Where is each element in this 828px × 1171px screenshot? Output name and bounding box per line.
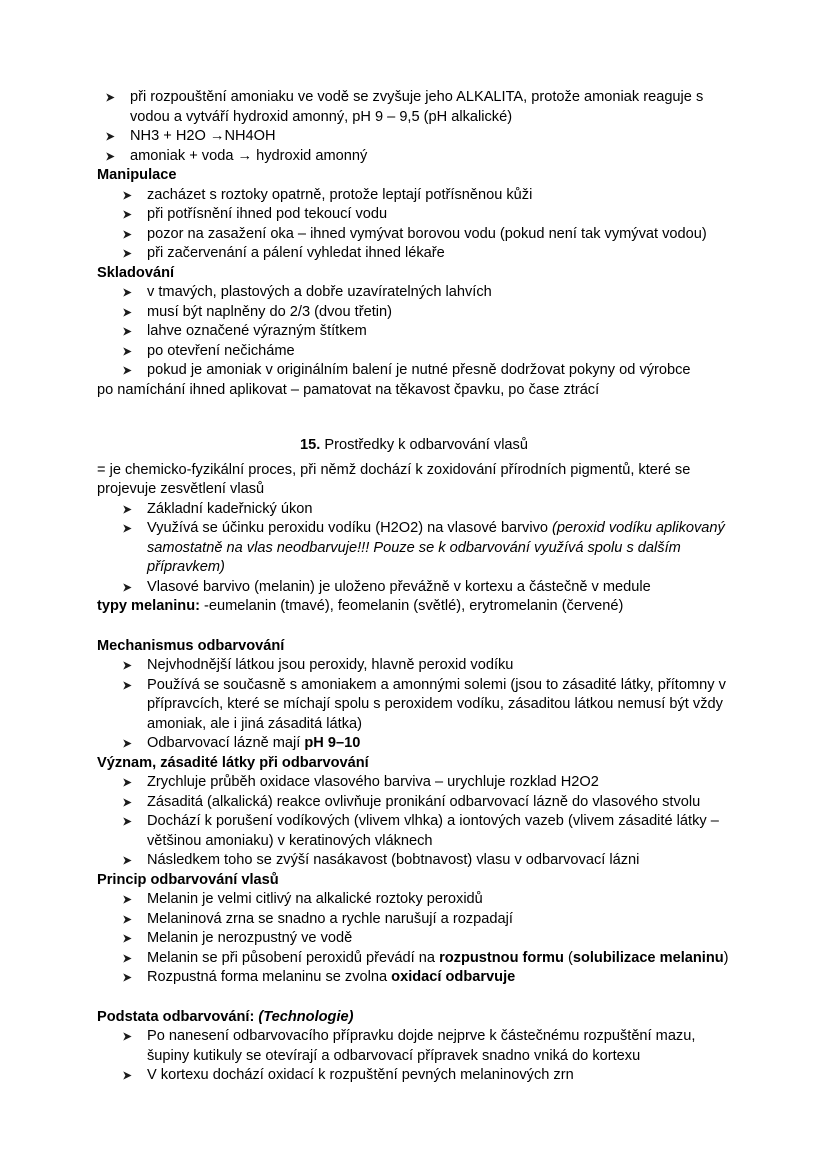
text-run: pokud je amoniak v originálním balení je nutné přesně dodržovat pokyny od výrobce: [147, 362, 691, 378]
bullet-item: [97, 734, 731, 754]
text-run: Nejvhodnější látkou jsou peroxidy, hlavně peroxid vodíku: [147, 657, 514, 673]
bullet-text: [147, 794, 700, 810]
bullet-text: [147, 579, 651, 595]
bullet-arrow-icon: [122, 523, 133, 534]
paragraph: [97, 597, 731, 617]
bullet-item: [97, 910, 731, 930]
text-run: Odbarvovací lázně mají: [147, 735, 305, 751]
text-run: Význam, zásadité látky při odbarvování: [97, 754, 369, 771]
section-heading: [97, 264, 731, 284]
text-run: 15.: [300, 437, 321, 453]
bullet-item: [97, 519, 731, 578]
bullet-text: [147, 520, 725, 575]
text-run: v tmavých, plastových a dobře uzavíratelných lahvích: [147, 284, 492, 300]
text-run: pH 9–10: [304, 735, 361, 751]
bullet-item: [97, 127, 731, 147]
bullet-text: [147, 930, 352, 946]
text-run: po namíchání ihned aplikovat – pamatovat na těkavost čpavku, po čase ztrácí: [97, 381, 600, 398]
text-run: pozor na zasažení oka – ihned vymývat borovou vodu (pokud není tak vymývat vodou): [147, 225, 707, 242]
bullet-item: [97, 773, 731, 793]
bullet-text: [147, 950, 729, 966]
bullet-arrow-icon: [122, 190, 133, 201]
bullet-text: [130, 128, 276, 144]
bullet-text: [147, 969, 515, 985]
bullet-arrow-icon: [122, 346, 133, 357]
text-run: Princip odbarvování vlasů: [97, 871, 279, 888]
bullet-text: [147, 284, 492, 300]
bullet-item: [97, 88, 731, 127]
bullet-item: [97, 1027, 731, 1066]
text-run: zacházet s roztoky opatrně, protože leptají potřísněnou kůži: [147, 186, 533, 203]
bullet-arrow-icon: [122, 326, 133, 337]
bullet-text: [147, 1067, 574, 1083]
text-run: Vlasové barvivo (melanin) je uloženo převážně v kortexu a částečně v medule: [147, 578, 651, 595]
bullet-item: [97, 244, 731, 264]
text-run: Zrychluje průběh oxidace vlasového barviva – urychluje rozklad H2O2: [147, 774, 599, 790]
bullet-item: [97, 578, 731, 598]
bullet-text: [147, 501, 312, 517]
text-run: Melaninová zrna se snadno a rychle narušují a rozpadají: [147, 910, 513, 927]
text-run: Rozpustná forma melaninu se zvolna: [147, 969, 392, 985]
text-run: při potřísnění ihned pod tekoucí vodu: [147, 206, 388, 222]
section-heading: [97, 871, 731, 891]
bullet-item: [97, 656, 731, 676]
bullet-arrow-icon: [122, 816, 133, 827]
bullet-text: [147, 774, 599, 790]
text-run: Mechanismus odbarvování: [97, 637, 285, 654]
bullet-text: [147, 852, 639, 868]
text-run: ): [723, 949, 729, 966]
bullet-text: [147, 911, 513, 927]
text-run: musí být naplněny do 2/3 (dvou třetin): [147, 303, 392, 320]
bullet-arrow-icon: [122, 738, 133, 749]
text-run: Melanin je nerozpustný ve vodě: [147, 930, 353, 946]
bullet-item: [97, 968, 731, 988]
text-run: lahve označené výrazným štítkem: [147, 323, 367, 339]
bullet-text: [147, 657, 513, 673]
text-run: po otevření nečicháme: [147, 342, 295, 359]
text-run: Podstata odbarvování:: [97, 1008, 259, 1025]
text-run: Po nanesení odbarvovacího přípravku dojde nejprve k částečnému rozpuštění mazu, šupiny kutikuly se otevírají a odbarvovací přípravek snadno vniká do kortexu: [147, 1028, 696, 1064]
bullet-text: [130, 148, 367, 164]
bullet-text: [147, 362, 691, 378]
bullet-arrow-icon: [122, 797, 133, 808]
bullet-text: [147, 206, 387, 222]
bullet-text: [147, 343, 295, 359]
text-run: oxidací odbarvuje: [391, 969, 516, 985]
text-run: při začervenání a pálení vyhledat ihned lékaře: [147, 245, 445, 261]
bullet-item: [97, 851, 731, 871]
text-run: amoniak + voda → hydroxid amonný: [130, 147, 368, 164]
text-run: solubilizace melaninu: [572, 949, 724, 966]
bullet-text: [147, 735, 360, 751]
bullet-item: [97, 500, 731, 520]
bullet-arrow-icon: [122, 1031, 133, 1042]
text-run: Skladování: [97, 264, 175, 281]
bullet-arrow-icon: [122, 914, 133, 925]
bullet-item: [97, 205, 731, 225]
bullet-item: [97, 303, 731, 323]
text-run: V kortexu dochází oxidací k rozpuštění pevných melaninových zrn: [147, 1067, 574, 1083]
bullet-item: [97, 812, 731, 851]
bullet-item: [97, 793, 731, 813]
section-title: [97, 436, 731, 456]
bullet-text: [147, 813, 719, 849]
bullet-arrow-icon: [122, 660, 133, 671]
bullet-text: [147, 323, 367, 339]
bullet-arrow-icon: [122, 582, 133, 593]
bullet-arrow-icon: [105, 92, 116, 103]
text-run: Základní kadeřnický úkon: [147, 500, 313, 517]
bullet-arrow-icon: [122, 894, 133, 905]
text-run: Melanin se při působení peroxidů převádí na: [147, 949, 440, 966]
bullet-text: [147, 187, 532, 203]
bullet-arrow-icon: [122, 855, 133, 866]
bullet-text: [147, 226, 707, 242]
bullet-arrow-icon: [122, 287, 133, 298]
bullet-item: [97, 949, 731, 969]
text-run: (: [563, 949, 573, 966]
bullet-arrow-icon: [122, 365, 133, 376]
bullet-item: [97, 342, 731, 362]
text-run: Prostředky k odbarvování vlasů: [320, 437, 528, 453]
bullet-arrow-icon: [122, 248, 133, 259]
bullet-text: [130, 89, 703, 125]
text-run: = je chemicko-fyzikální proces, při němž dochází k zoxidování přírodních pigmentů, které se projevuje zesvětlení vlasů: [97, 461, 691, 497]
text-run: typy melaninu:: [97, 598, 200, 614]
bullet-item: [97, 186, 731, 206]
bullet-arrow-icon: [122, 953, 133, 964]
bullet-item: [97, 225, 731, 245]
bullet-item: [97, 676, 731, 735]
text-run: při rozpouštění amoniaku ve vodě se zvyšuje jeho ALKALITA, protože amoniak reaguje s vodou a vytváří hydroxid amonný, pH 9 – 9,5 (pH alkalické): [130, 89, 704, 125]
document-body: [97, 88, 731, 1086]
text-run: Využívá se účinku peroxidu vodíku (H2O2) na vlasové barvivo: [147, 520, 553, 536]
text-run: Dochází k porušení vodíkových (vlivem vlhka) a iontových vazeb (vlivem zásadité látky – většinou amoniaku) v keratinových vláknech: [147, 813, 719, 849]
bullet-arrow-icon: [122, 972, 133, 983]
bullet-text: [147, 677, 726, 732]
spacer: [97, 400, 731, 436]
text-run: Manipulace: [97, 167, 177, 183]
bullet-arrow-icon: [122, 777, 133, 788]
bullet-arrow-icon: [105, 151, 116, 162]
bullet-item: [97, 890, 731, 910]
bullet-text: [147, 1028, 695, 1064]
text-run: Melanin je velmi citlivý na alkalické roztoky peroxidů: [147, 891, 483, 907]
text-run: Následkem toho se zvýší nasákavost (bobtnavost) vlasu v odbarvovací lázni: [147, 852, 640, 868]
text-run: NH3 + H2O →NH4OH: [130, 128, 276, 144]
bullet-item: [97, 322, 731, 342]
section-heading: [97, 637, 731, 657]
text-run: (Technologie): [258, 1008, 354, 1025]
paragraph: [97, 461, 731, 500]
bullet-arrow-icon: [122, 229, 133, 240]
text-run: -eumelanin (tmavé), feomelanin (světlé), erytromelanin (červené): [199, 598, 624, 614]
bullet-item: [97, 929, 731, 949]
section-heading: [97, 754, 731, 774]
bullet-arrow-icon: [122, 209, 133, 220]
section-heading: [97, 1008, 731, 1028]
bullet-item: [97, 361, 731, 381]
bullet-arrow-icon: [122, 307, 133, 318]
bullet-arrow-icon: [122, 504, 133, 515]
text-run: rozpustnou formu: [439, 949, 564, 966]
text-run: Zásaditá (alkalická) reakce ovlivňuje pronikání odbarvovací lázně do vlasového stvolu: [147, 793, 701, 810]
bullet-text: [147, 891, 483, 907]
bullet-arrow-icon: [105, 131, 116, 142]
spacer: [97, 988, 731, 1008]
bullet-arrow-icon: [122, 933, 133, 944]
bullet-arrow-icon: [122, 680, 133, 691]
section-heading: [97, 166, 731, 186]
bullet-arrow-icon: [122, 1070, 133, 1081]
bullet-item: [97, 283, 731, 303]
bullet-text: [147, 304, 392, 320]
spacer: [97, 617, 731, 637]
paragraph: [97, 381, 731, 401]
text-run: (peroxid vodíku aplikovaný samostatně na vlas neodbarvuje!!! Pouze se k odbarvování využívá spolu s dalším přípravkem): [147, 520, 725, 575]
bullet-item: [97, 147, 731, 167]
bullet-text: [147, 245, 445, 261]
text-run: Používá se současně s amoniakem a amonnými solemi (jsou to zásadité látky, přítomny v přípravcích, které se míchají spolu s peroxidem vodíku, zásaditou látkou nemusí být vždy amoniak, ale i jiná zásaditá látka): [147, 676, 726, 732]
bullet-item: [97, 1066, 731, 1086]
